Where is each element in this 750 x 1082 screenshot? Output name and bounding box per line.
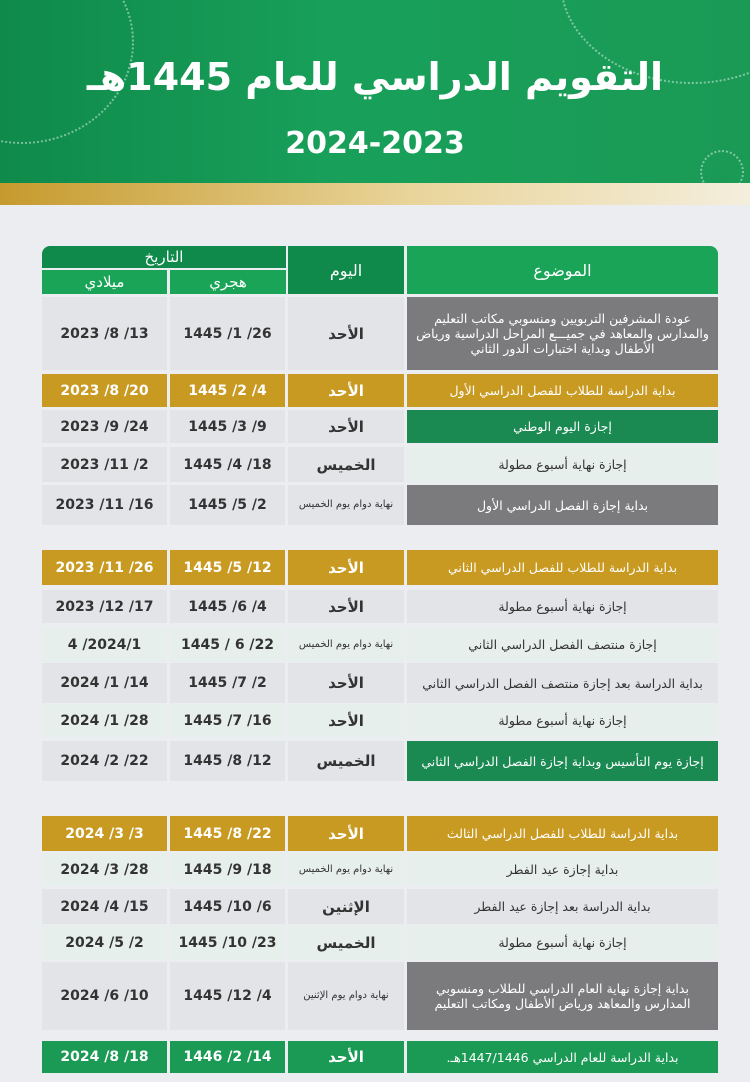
table-row: [42, 590, 718, 623]
gregorian-date-text: 20/ 8/ 2023: [60, 382, 149, 399]
day-name-text: نهاية دوام يوم الخميس: [298, 499, 394, 511]
table-row: [42, 627, 718, 662]
academic-years: 2024-2023: [285, 126, 465, 161]
hijri-date: [170, 1041, 285, 1073]
topic-text-cell: [407, 485, 718, 525]
topic-text-cell: [407, 853, 718, 886]
topic-text-cell-text: بداية الدراسة بعد إجازة منتصف الفصل الدراسي الثاني: [422, 675, 703, 691]
table-row: [42, 925, 718, 960]
gregorian-date: [42, 925, 167, 960]
day-name-text: الأحد: [328, 597, 364, 616]
day-name-text: الخميس: [316, 933, 376, 952]
topic-text-cell-text: إجازة نهاية أسبوع مطولة: [498, 599, 627, 614]
gregorian-date-text: 2/ 11/ 2023: [60, 456, 149, 473]
hijri-date-text: 4/ 6/ 1445: [188, 598, 267, 615]
hijri-date: [170, 297, 285, 370]
day-name-text: نهاية دوام يوم الخميس: [298, 863, 394, 875]
topic-text-cell: [407, 374, 718, 407]
table-row: [42, 447, 718, 482]
hijri-date-text: 22/ 8/ 1445: [183, 825, 272, 842]
topic-text-cell-text: إجازة يوم التأسيس وبداية إجازة الفصل الدراسي الثاني: [421, 753, 704, 769]
gregorian-date: [42, 447, 167, 482]
gregorian-date: [42, 853, 167, 886]
topic-text-cell-text: بداية الدراسة للعام الدراسي 1447/1446هـ.: [446, 1049, 679, 1065]
day-name: [288, 704, 404, 737]
hijri-date: [170, 410, 285, 443]
day-name-text: الأحد: [328, 558, 364, 577]
gregorian-date-text: 13/ 8/ 2023: [60, 325, 149, 342]
topic-text-cell-text: إجازة منتصف الفصل الدراسي الثاني: [468, 637, 657, 652]
topic-text-cell-text: بداية إجازة الفصل الدراسي الأول: [476, 497, 649, 513]
gregorian-date-text: 2/ 5/ 2024: [65, 934, 144, 951]
topic-text-cell: [407, 410, 718, 443]
day-name: [288, 925, 404, 960]
topic-text-cell-text: بداية الدراسة بعد إجازة عيد الفطر: [474, 899, 651, 914]
hijri-date: [170, 853, 285, 886]
topic-text-cell: [407, 1041, 718, 1073]
table-row: [42, 1041, 718, 1073]
topic-text-cell: [407, 925, 718, 960]
gregorian-date-text: 28/ 3/ 2024: [60, 861, 149, 878]
hijri-date-text: 2/ 7/ 1445: [188, 675, 267, 691]
day-name: [288, 627, 404, 662]
topic-text-cell: [407, 816, 718, 851]
topic-text-cell: [407, 590, 718, 623]
table-row: [42, 853, 718, 886]
day-name: [288, 816, 404, 851]
topic-header: الموضوع: [407, 246, 718, 294]
day-name-text: الإثنين: [322, 897, 370, 916]
topic-text-cell: [407, 663, 718, 703]
hijri-date: [170, 447, 285, 482]
gregorian-date: [42, 663, 167, 703]
hijri-date-text: 23/ 10/ 1445: [178, 934, 277, 951]
day-name-text: الأحد: [328, 711, 364, 730]
table-row: [42, 550, 718, 585]
table-row: [42, 816, 718, 851]
topic-text-cell: [407, 297, 718, 370]
day-name: [288, 889, 404, 924]
gregorian-date: [42, 704, 167, 737]
hijri-date-text: 26/ 1/ 1445: [183, 325, 272, 342]
gregorian-date-text: 16/ 11/ 2023: [55, 497, 154, 513]
topic-text-cell-text: عودة المشرفين التربويين ومنسوبي مكاتب التعليم والمدارس والمعاهد في جميـــع المراحل الدراسية ورياض الأطفال وبداية اختبارات الدور الثاني: [416, 311, 709, 356]
topic-text-cell-text: بداية إجازة عيد الفطر: [506, 862, 619, 877]
gregorian-date-text: 2024/1/ 4: [67, 636, 142, 653]
table-row: [42, 704, 718, 737]
hijri-date: [170, 550, 285, 585]
gregorian-date-text: 10/ 6/ 2024: [60, 988, 149, 1004]
day-name: [288, 485, 404, 525]
table-row: [42, 485, 718, 525]
table-row: [42, 741, 718, 781]
topic-text-cell-text: بداية إجازة نهاية العام الدراسي للطلاب ومنسوبي المدارس والمعاهد ورياض الأطفال ومكاتب التعليم: [434, 981, 691, 1011]
hijri-date-text: 9/ 3/ 1445: [188, 418, 267, 435]
gregorian-date: [42, 550, 167, 585]
hijri-date: [170, 925, 285, 960]
gregorian-date: [42, 485, 167, 525]
topic-text-cell: [407, 889, 718, 924]
gregorian-date: [42, 816, 167, 851]
day-name-text: الخميس: [316, 752, 376, 770]
day-name-text: نهاية دوام يوم الخميس: [298, 638, 394, 650]
topic-text-cell: [407, 627, 718, 662]
day-name-text: الأحد: [328, 824, 364, 843]
gregorian-date: [42, 374, 167, 407]
hijri-date: [170, 374, 285, 407]
gregorian-date: [42, 410, 167, 443]
hijri-date: [170, 741, 285, 781]
gregorian-header: ميلادي: [42, 270, 167, 294]
gregorian-date: [42, 627, 167, 662]
day-name: [288, 447, 404, 482]
day-name: [288, 962, 404, 1030]
table-row: [42, 410, 718, 443]
page-title: التقويم الدراسي للعام 1445هـ: [86, 55, 664, 99]
day-name-text: الأحد: [328, 417, 364, 436]
hijri-date: [170, 590, 285, 623]
day-name: [288, 853, 404, 886]
topic-text-cell-text: بداية الدراسة للطلاب للفصل الدراسي الثالث: [446, 826, 679, 841]
day-name-text: الأحد: [328, 1048, 364, 1066]
gold-divider: [0, 183, 750, 205]
day-name: [288, 1041, 404, 1073]
hijri-date-text: 12/ 5/ 1445: [183, 559, 272, 576]
hijri-date: [170, 962, 285, 1030]
day-name-text: الأحد: [328, 674, 364, 692]
topic-text-cell-text: بداية الدراسة للطلاب للفصل الدراسي الثاني: [447, 560, 678, 575]
topic-text-cell-text: إجازة نهاية أسبوع مطولة: [498, 935, 627, 950]
gregorian-date: [42, 741, 167, 781]
gregorian-date: [42, 889, 167, 924]
hijri-date-text: 4/ 2/ 1445: [188, 382, 267, 399]
topic-text-cell: [407, 741, 718, 781]
table-row: [42, 889, 718, 924]
hijri-date: [170, 663, 285, 703]
day-name: [288, 741, 404, 781]
gregorian-date-text: 3/ 3/ 2024: [65, 825, 144, 842]
day-name-text: الخميس: [316, 455, 376, 474]
day-header: اليوم: [288, 246, 404, 294]
hijri-header: هجري: [170, 270, 286, 294]
header-banner: [0, 0, 750, 183]
day-name-text: نهاية دوام يوم الإثنين: [303, 990, 389, 1002]
day-name: [288, 590, 404, 623]
topic-text-cell: [407, 704, 718, 737]
topic-text-cell-text: إجازة اليوم الوطني: [513, 419, 612, 434]
day-name: [288, 410, 404, 443]
hijri-date-text: 14/ 2/ 1446: [183, 1049, 272, 1065]
hijri-date-text: 16/ 7/ 1445: [183, 712, 272, 729]
hijri-date-text: 4/ 12/ 1445: [183, 988, 272, 1004]
hijri-date: [170, 704, 285, 737]
gregorian-date-text: 15/ 4/ 2024: [60, 898, 149, 915]
topic-text-cell-text: إجازة نهاية أسبوع مطولة: [498, 457, 627, 472]
hijri-date: [170, 485, 285, 525]
table-row: [42, 297, 718, 370]
gregorian-date: [42, 297, 167, 370]
day-name-text: الأحد: [328, 324, 364, 343]
gregorian-date-text: 28/ 1/ 2024: [60, 712, 149, 729]
hijri-date-text: 22/ 6 / 1445: [180, 636, 275, 653]
table-row: [42, 962, 718, 1030]
topic-text-cell: [407, 550, 718, 585]
gregorian-date-text: 14/ 1/ 2024: [60, 675, 149, 691]
day-name: [288, 663, 404, 703]
gregorian-date-text: 18/ 8/ 2024: [60, 1049, 149, 1065]
hijri-date-text: 18/ 4/ 1445: [183, 456, 272, 473]
day-name: [288, 374, 404, 407]
day-name: [288, 297, 404, 370]
gregorian-date-text: 24/ 9/ 2023: [60, 418, 149, 435]
table-row: [42, 663, 718, 703]
hijri-date: [170, 816, 285, 851]
day-name: [288, 550, 404, 585]
gregorian-date-text: 26/ 11/ 2023: [55, 559, 154, 576]
hijri-date: [170, 627, 285, 662]
hijri-date-text: 18/ 9/ 1445: [183, 861, 272, 878]
date-group-header: التاريخ: [42, 246, 286, 268]
topic-text-cell: [407, 447, 718, 482]
gregorian-date: [42, 1041, 167, 1073]
table-row: [42, 374, 718, 407]
topic-text-cell: [407, 962, 718, 1030]
gregorian-date-text: 22/ 2/ 2024: [60, 753, 149, 769]
hijri-date: [170, 889, 285, 924]
gregorian-date: [42, 962, 167, 1030]
gregorian-date: [42, 590, 167, 623]
topic-text-cell-text: إجازة نهاية أسبوع مطولة: [498, 713, 627, 728]
day-name-text: الأحد: [328, 381, 364, 400]
gregorian-date-text: 17/ 12/ 2023: [55, 598, 154, 615]
hijri-date-text: 2/ 5/ 1445: [188, 497, 267, 513]
hijri-date-text: 6/ 10/ 1445: [183, 898, 272, 915]
topic-text-cell-text: بداية الدراسة للطلاب للفصل الدراسي الأول: [449, 383, 676, 398]
hijri-date-text: 12/ 8/ 1445: [183, 753, 272, 769]
